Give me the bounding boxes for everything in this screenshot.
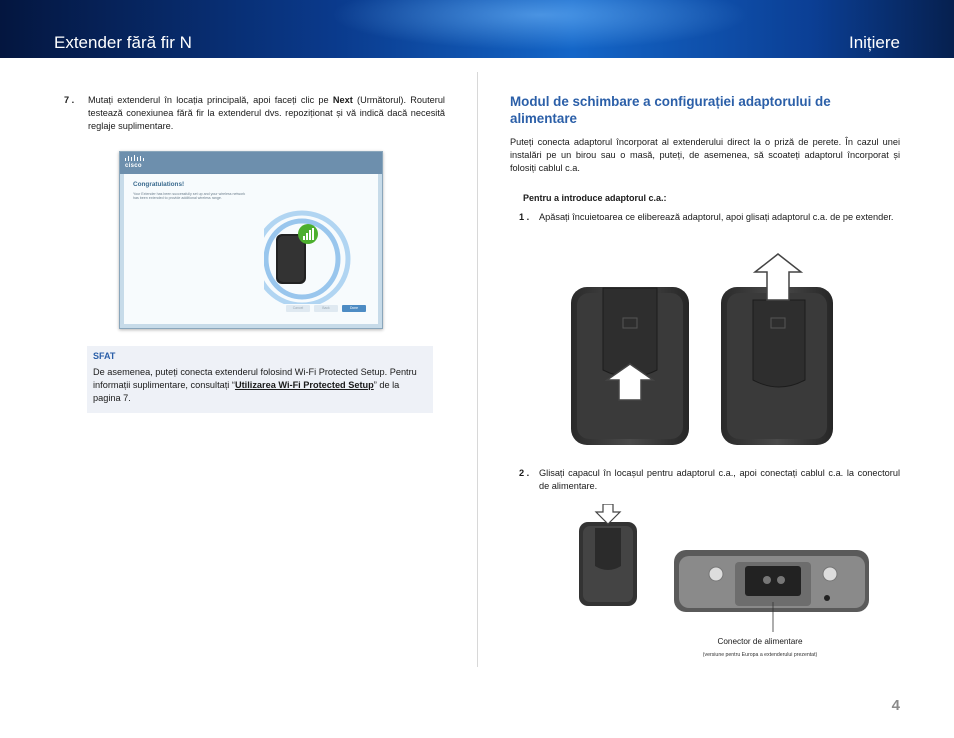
section-heading: Modul de schimbare a configurației adaptorului de alimentare [510,94,831,126]
done-button[interactable]: Done [342,305,366,312]
next-bold: Next [332,95,353,105]
wizard-description: Your Extender has been successfully set up and your wireless network has been extended to provide additional wireless range. [133,192,246,201]
connector-subcaption: (versiune pentru Europa a extenderului prezentat) [702,652,818,658]
cancel-button[interactable]: Cancel [286,305,310,312]
wizard-titlebar [120,152,382,174]
header-section: Inițiere [848,33,900,52]
tip-title: SFAT [93,351,116,361]
step-number: 2 . [519,468,530,478]
column-divider [477,72,478,667]
tip-text: De asemenea, puteți conecta extenderul folosind Wi-Fi Protected Setup. Pentru informații suplimentare, consultați “Utilizarea Wi-Fi Protected Setup” de la pagina 7. [93,367,417,403]
page-header [0,0,954,58]
extender-signal-illustration [264,194,364,304]
page-number: 4 [891,697,900,714]
step-number: 1 . [519,212,530,222]
header-glow [330,0,750,50]
wizard-screenshot [119,151,383,329]
step-text: Glisați capacul în locașul pentru adaptorul c.a., apoi conectați cablul c.a. la conectorul de alimentare. [539,468,900,492]
header-title: Extender fără fir N [54,33,192,52]
back-button[interactable]: Back [314,305,338,312]
power-connector-illustration [575,504,875,634]
cisco-logo-icon [125,155,147,161]
connector-caption: Conector de alimentare [717,637,803,646]
wizard-body [124,174,378,324]
wizard-title: Congratulations! [133,181,185,188]
step-2 [519,467,900,495]
step-number: 7 . [64,95,75,105]
wps-link[interactable]: Utilizarea Wi-Fi Protected Setup [234,380,374,390]
step-1 [519,211,900,239]
tip-box [87,346,433,413]
cisco-wordmark: cisco [125,163,142,169]
section-paragraph: Puteți conecta adaptorul încorporat al extenderului direct la o priză de perete. În cazul unei instalări pe un birou sau o masă, puteți, de asemenea, să scoateți adaptorul încorporat și folosiți cablul c.a. [510,137,900,173]
adapter-removal-illustration [565,252,835,452]
step-text: Mutați extenderul în locația principală, apoi faceți clic pe Next (Următorul). Routerul testează conexiunea fără fir la extenderul dvs. repoziționat și vă indică dacă necesită reglaje suplimentare. [88,95,445,132]
procedure-heading: Pentru a introduce adaptorul c.a.: [523,193,667,203]
step-text: Apăsați încuietoarea ce eliberează adaptorul, apoi glisați adaptorul c.a. de pe extender. [539,212,894,222]
step-7 [64,94,445,139]
